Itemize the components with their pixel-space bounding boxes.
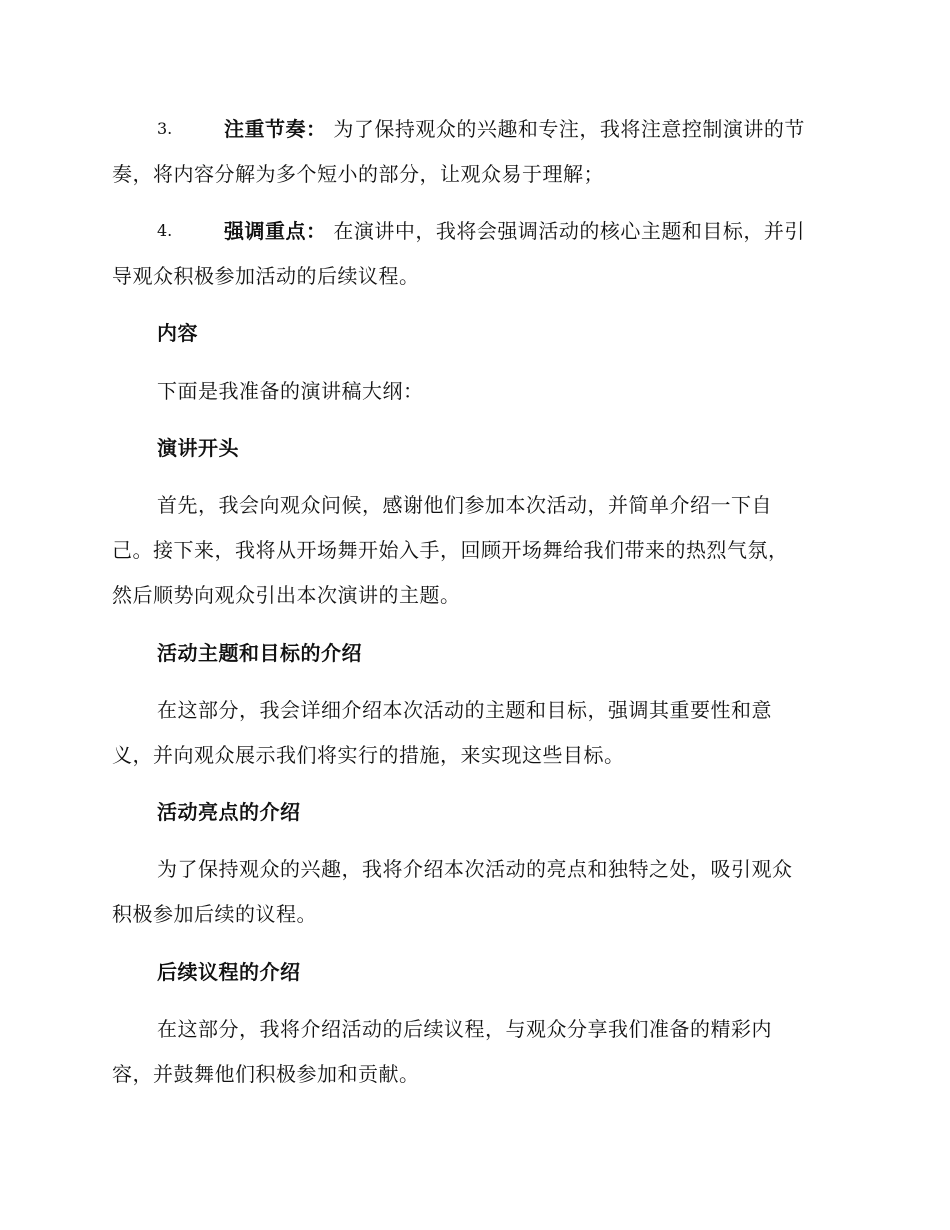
list-item-label: 强调重点： [224, 219, 327, 243]
paragraph-line: 义，并向观众展示我们将实行的措施，来实现这些目标。 [112, 743, 625, 767]
list-item-continuation: 奏，将内容分解为多个短小的部分，让观众易于理解； [112, 162, 604, 186]
list-item-text: 为了保持观众的兴趣和专注，我将注意控制演讲的节 [333, 117, 805, 141]
paragraph-line: 己。接下来，我将从开场舞开始入手，回顾开场舞给我们带来的热烈气氛， [112, 538, 789, 562]
section-heading: 活动亮点的介绍 [157, 800, 301, 824]
paragraph-line: 积极参加后续的议程。 [112, 902, 317, 926]
list-item-number: 3. [157, 119, 173, 138]
paragraph-line: 容，并鼓舞他们积极参加和贡献。 [112, 1062, 420, 1086]
section-heading: 后续议程的介绍 [157, 960, 301, 984]
paragraph-line: 在这部分，我会详细介绍本次活动的主题和目标，强调其重要性和意 [157, 698, 772, 722]
paragraph-line: 首先，我会向观众问候，感谢他们参加本次活动，并简单介绍一下自 [157, 493, 772, 517]
intro-paragraph: 下面是我准备的演讲稿大纲： [157, 379, 424, 403]
list-item-text: 在演讲中，我将会强调活动的核心主题和目标，并引 [333, 219, 805, 243]
paragraph-line: 然后顺势向观众引出本次演讲的主题。 [112, 583, 461, 607]
paragraph-line: 在这部分，我将介绍活动的后续议程，与观众分享我们准备的精彩内 [157, 1017, 772, 1041]
section-heading-content: 内容 [157, 321, 198, 345]
section-heading: 活动主题和目标的介绍 [157, 641, 362, 665]
list-item-continuation: 导观众积极参加活动的后续议程。 [112, 264, 420, 288]
list-item-first-line [224, 216, 844, 246]
list-item-number: 4. [157, 221, 173, 240]
section-heading: 演讲开头 [157, 436, 239, 460]
list-item-label: 注重节奏： [224, 117, 327, 141]
paragraph-line: 为了保持观众的兴趣，我将介绍本次活动的亮点和独特之处，吸引观众 [157, 857, 793, 881]
list-item-first-line [224, 114, 844, 144]
